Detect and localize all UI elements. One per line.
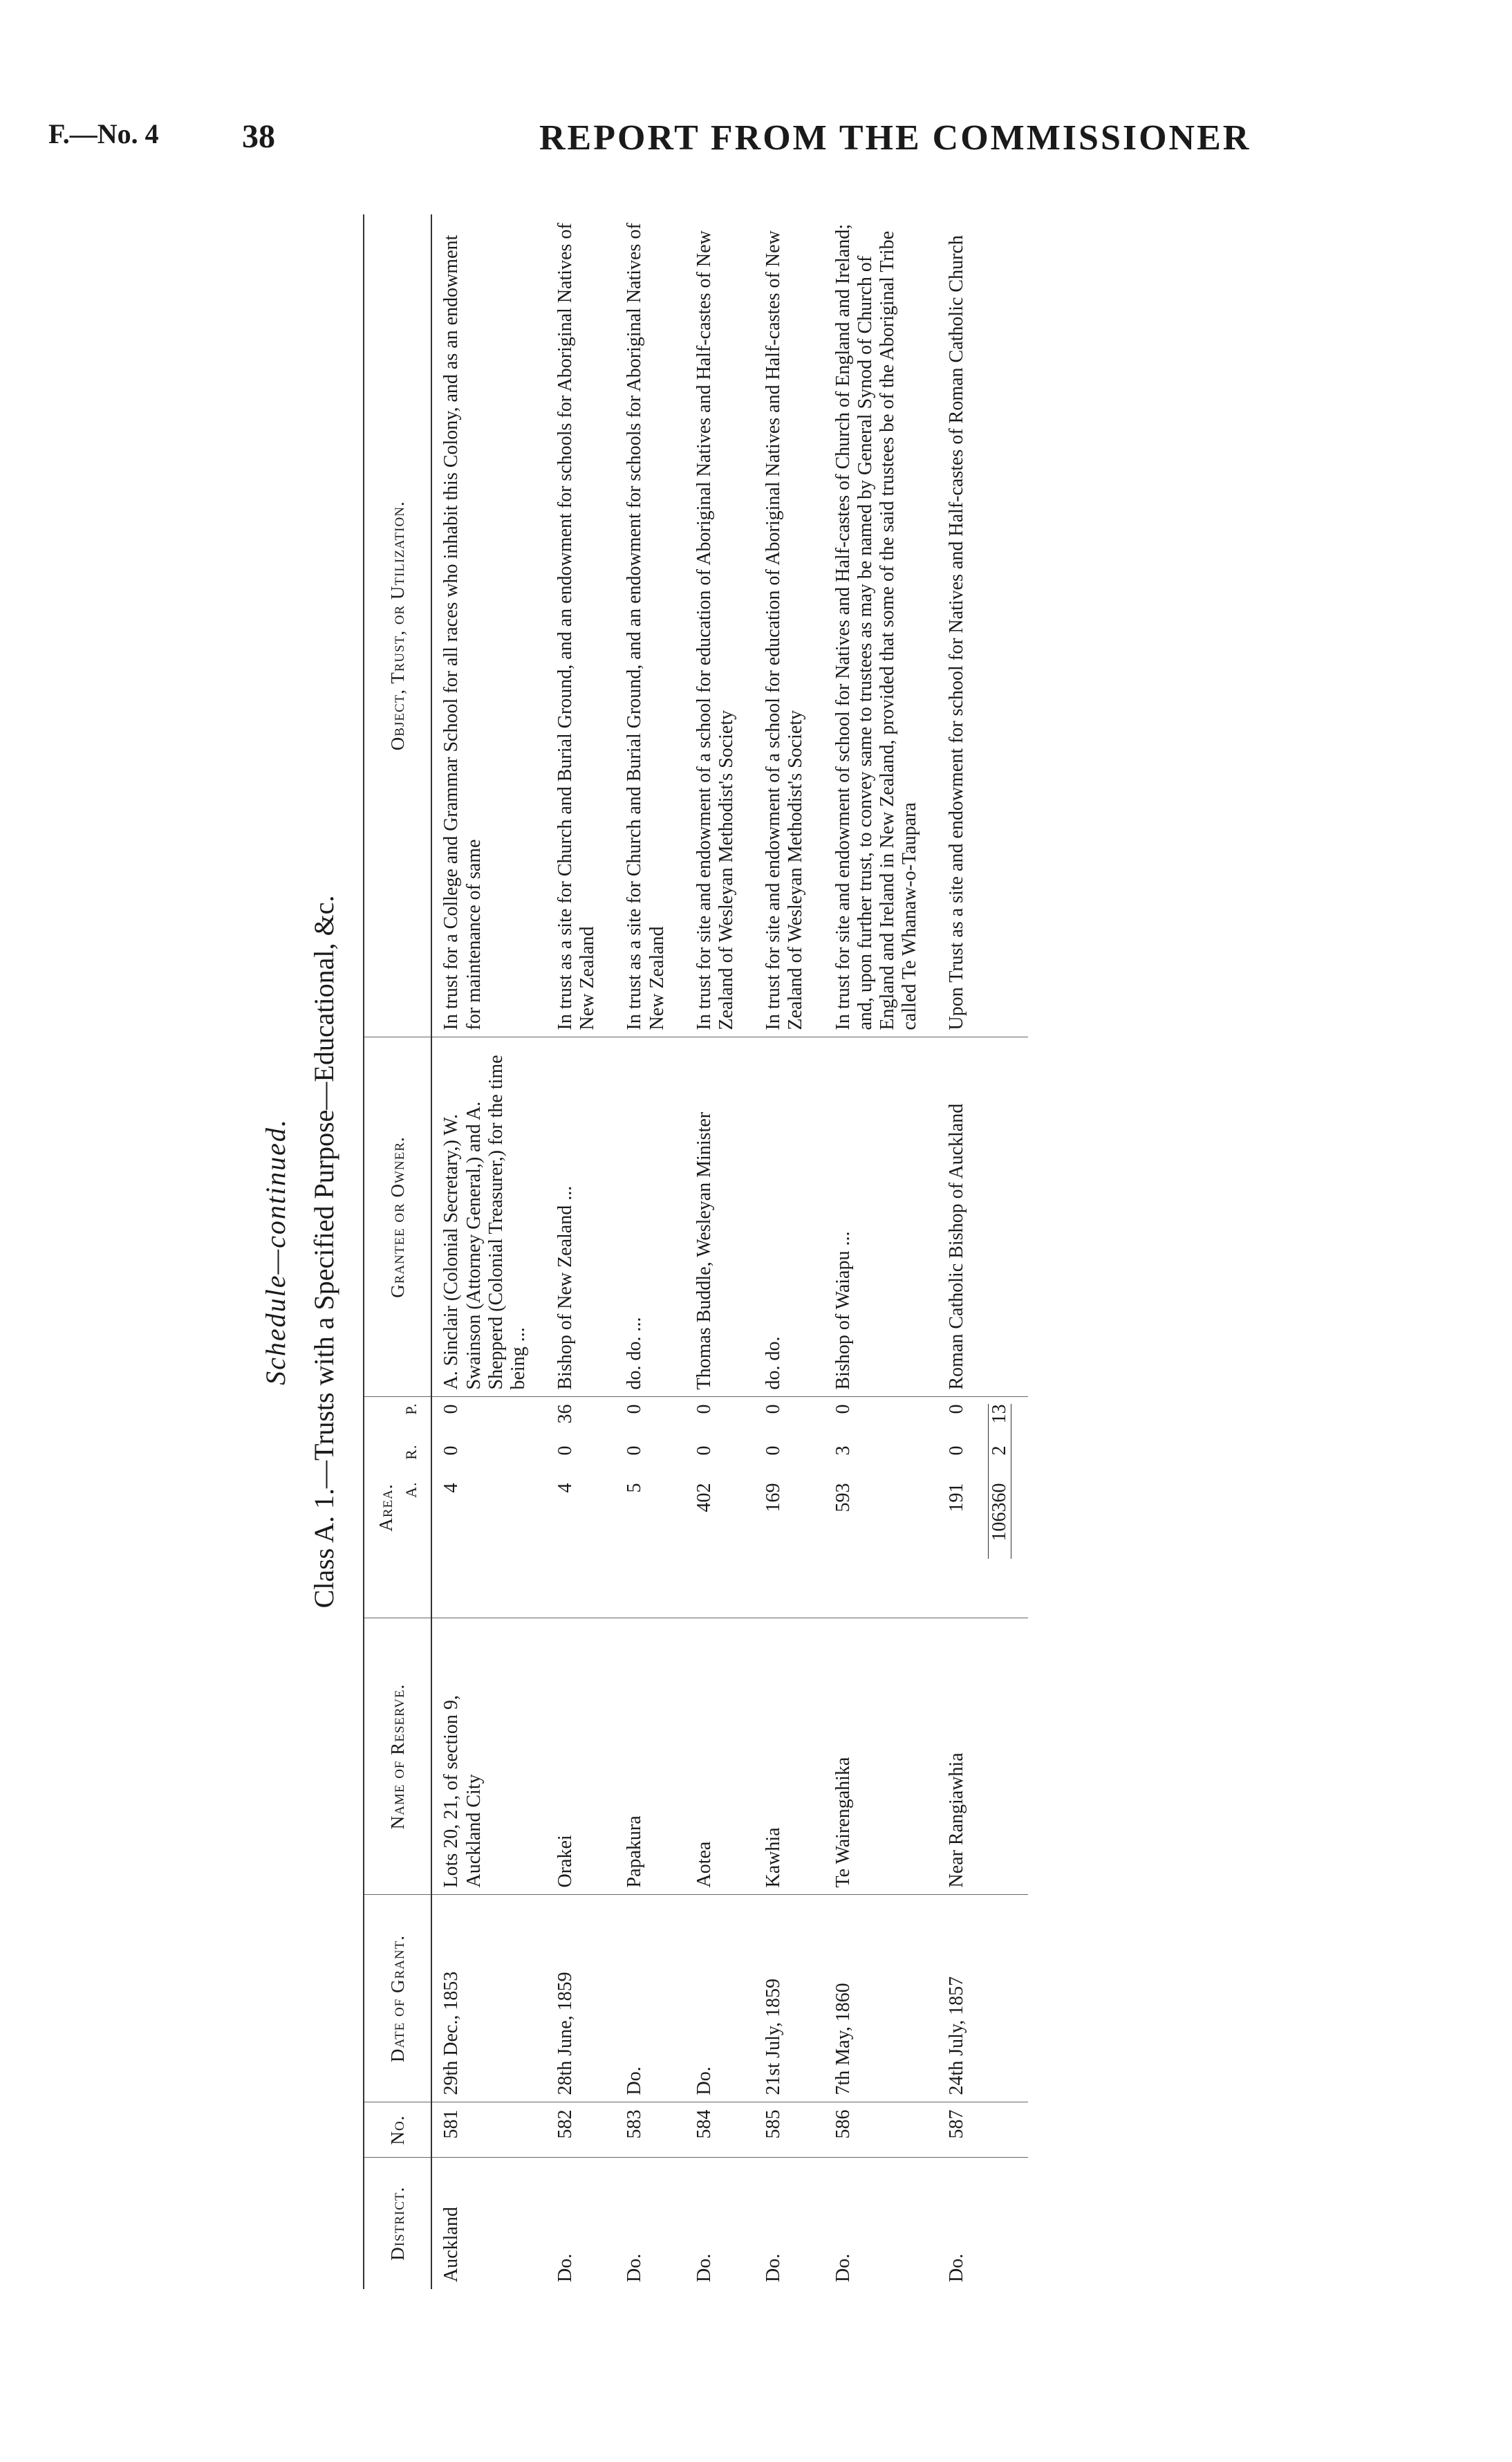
page-number: 38 [242, 118, 275, 155]
table-row [685, 214, 754, 2289]
cell-grantee: Thomas Buddle, Wesleyan Minister [685, 1037, 754, 1397]
cell-area: 593 3 0 [824, 1397, 938, 1618]
cell-date: Do. [615, 1895, 684, 2102]
total-row [985, 214, 1028, 2289]
cell-district: Do. [693, 2253, 715, 2282]
cell-name: Te Wairengahika [824, 1618, 938, 1895]
col-no: No. [364, 2102, 431, 2158]
col-object: Object, Trust, or Utilization. [364, 214, 431, 1037]
cell-grantee: do. do. [754, 1037, 823, 1397]
rotated-schedule [252, 214, 1497, 2289]
cell-district: Do. [763, 2253, 785, 2282]
cell-object: In trust for site and endowment of a school for education of Aboriginal Natives and Half-castes of New Zealand of Wesleyan Methodist's Society [754, 214, 823, 1037]
cell-no: 585 [754, 2102, 823, 2158]
cell-name: Orakei [546, 1618, 615, 1895]
cell-no: 584 [685, 2102, 754, 2158]
cell-grantee: do. do. ... [615, 1037, 684, 1397]
cell-no: 581 [431, 2102, 546, 2158]
cell-no: 582 [546, 2102, 615, 2158]
cell-grantee: A. Sinclair (Colonial Secretary,) W. Swainson (Attorney General,) and A. Shepperd (Colonial Treasurer,) for the time being ... [431, 1037, 546, 1397]
cell-object: In trust for site and endowment of school for Natives and Half-castes of Church of England and Ireland; and, upon further trust, to convey same to trustees as may be named by General Synod of Church of England and Ireland in New Zealand, provided that some of the said trustees be of the Aboriginal Tribe called Te Whanaw-o-Taupara [824, 214, 938, 1037]
cell-grantee: Bishop of Waiapu ... [824, 1037, 938, 1397]
cell-date: 24th July, 1857 [937, 1895, 984, 2102]
cell-area: 4 0 36 [546, 1397, 615, 1618]
cell-area: 4 0 0 [431, 1397, 546, 1618]
cell-grantee: Roman Catholic Bishop of Auckland [937, 1037, 984, 1397]
cell-date: 7th May, 1860 [824, 1895, 938, 2102]
cell-name: Papakura [615, 1618, 684, 1895]
area-units: A. R. P. [402, 1403, 420, 1498]
cell-name: Lots 20, 21, of section 9, Auckland City [431, 1618, 546, 1895]
cell-district: Do. [624, 2253, 646, 2282]
cell-no: 583 [615, 2102, 684, 2158]
cell-area: 5 0 0 [615, 1397, 684, 1618]
table-row [937, 214, 984, 2289]
table-row [754, 214, 823, 2289]
cell-area: 169 0 0 [754, 1397, 823, 1618]
class-title: Class A. 1.—Trusts with a Specified Purpose—Educational, &c. [308, 895, 339, 1609]
table-row [431, 214, 546, 2289]
col-date: Date of Grant. [364, 1895, 431, 2102]
table-row [546, 214, 615, 2289]
cell-date: 21st July, 1859 [754, 1895, 823, 2102]
table-row [824, 214, 938, 2289]
cell-district: Do. [554, 2253, 577, 2282]
col-area: Area. A. R. P. [364, 1397, 431, 1618]
report-title: REPORT FROM THE COMMISSIONER [539, 118, 1251, 158]
cell-date: 29th Dec., 1853 [431, 1895, 546, 2102]
cell-date: 28th June, 1859 [546, 1895, 615, 2102]
table-row [615, 214, 684, 2289]
schedule-title: Schedule—continued. [260, 1118, 291, 1385]
page-header [0, 118, 1512, 180]
cell-object: In trust for site and endowment of a school for education of Aboriginal Natives and Half-castes of New Zealand of Wesleyan Methodist's Society [685, 214, 754, 1037]
cell-object: Upon Trust as a site and endowment for school for Natives and Half-castes of Roman Catholic Church [937, 214, 984, 1037]
cell-name: Aotea [685, 1618, 754, 1895]
table-header-row [364, 214, 431, 2289]
cell-object: In trust as a site for Church and Burial Ground, and an endowment for schools for Aboriginal Natives of New Zealand [546, 214, 615, 1037]
schedule-table [363, 214, 1028, 2289]
cell-grantee: Bishop of New Zealand ... [546, 1037, 615, 1397]
cell-no: 587 [937, 2102, 984, 2158]
total-area: 106360 2 13 [985, 1397, 1028, 1618]
cell-object: In trust as a site for Church and Burial Ground, and an endowment for schools for Aboriginal Natives of New Zealand [615, 214, 684, 1037]
col-grantee: Grantee or Owner. [364, 1037, 431, 1397]
cell-area: 402 0 0 [685, 1397, 754, 1618]
report-reference: F.—No. 4 [48, 118, 159, 149]
cell-name: Kawhia [754, 1618, 823, 1895]
cell-area: 191 0 0 [937, 1397, 984, 1618]
col-name: Name of Reserve. [364, 1618, 431, 1895]
cell-no: 586 [824, 2102, 938, 2158]
cell-object: In trust for a College and Grammar School for all races who inhabit this Colony, and as an endowment for maintenance of same [431, 214, 546, 1037]
cell-district: Do. [946, 2253, 968, 2282]
cell-name: Near Rangiawhia [937, 1618, 984, 1895]
cell-district: Auckland [440, 2207, 463, 2282]
col-district: District. [364, 2158, 431, 2289]
cell-date: Do. [685, 1895, 754, 2102]
cell-district: Do. [832, 2253, 854, 2282]
